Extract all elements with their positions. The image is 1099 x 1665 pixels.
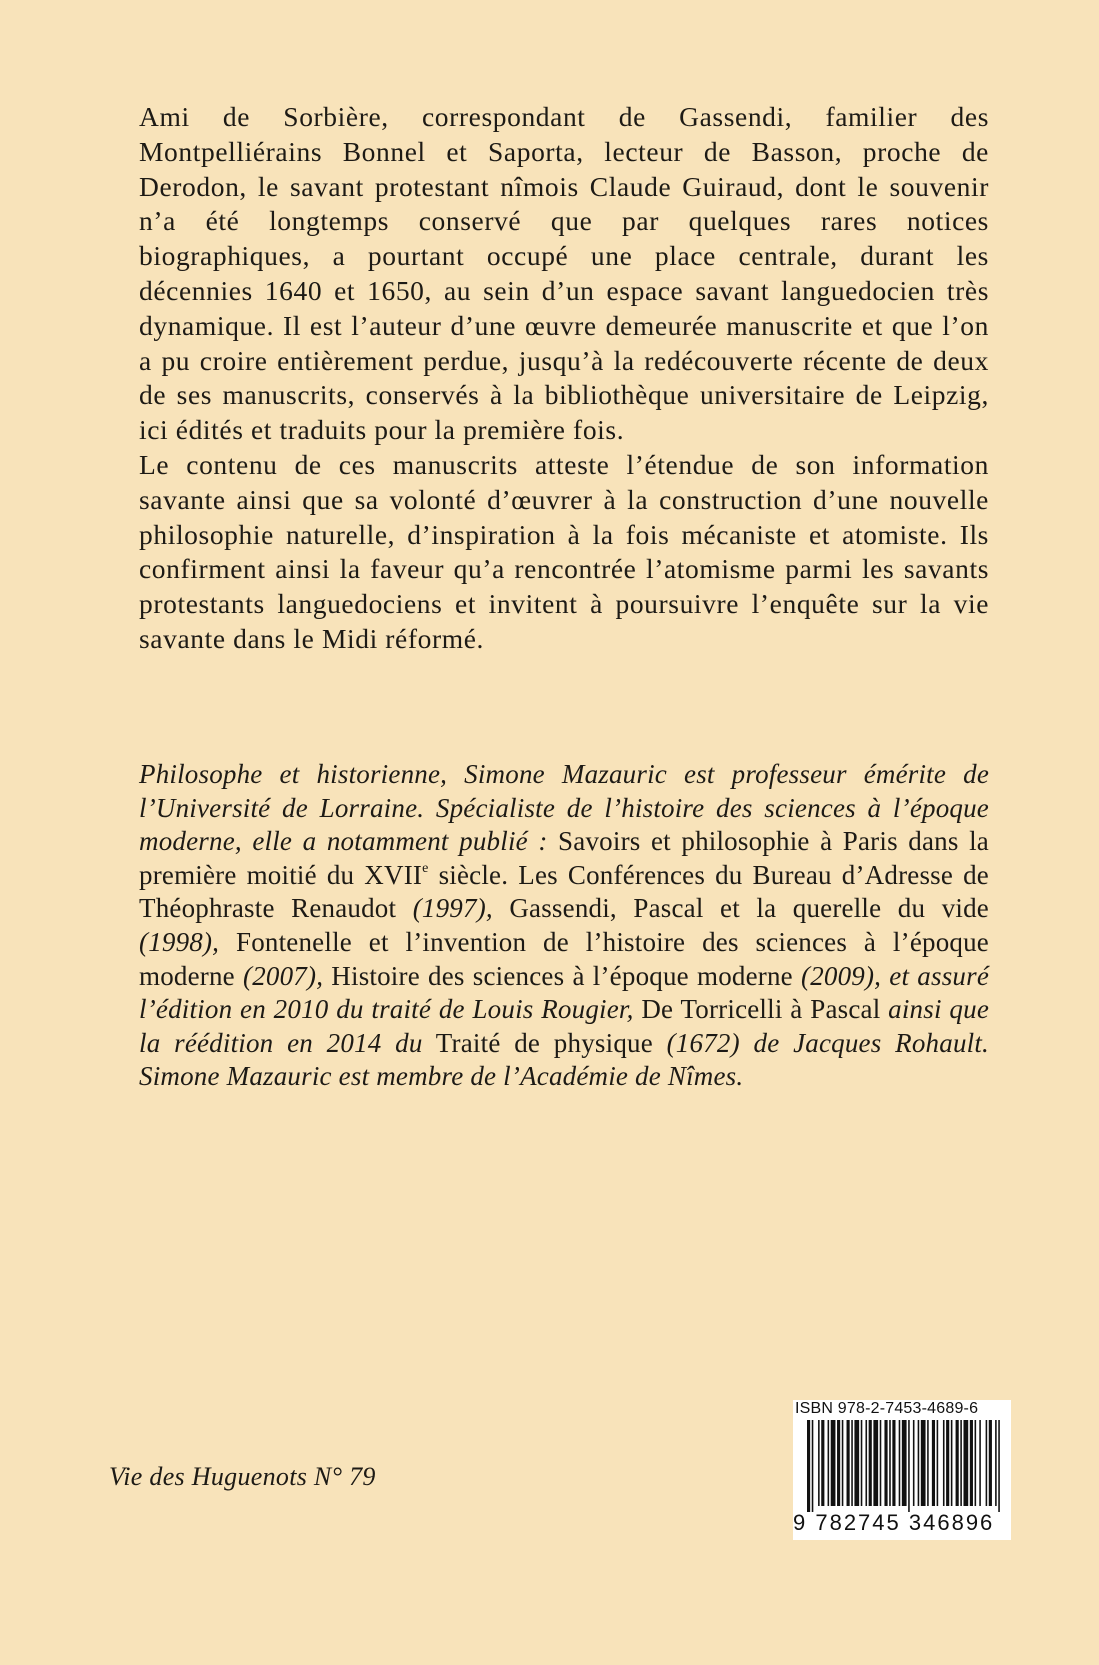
barcode-bar — [951, 1420, 953, 1506]
barcode-bar — [807, 1420, 810, 1512]
barcode-bar — [998, 1420, 1000, 1512]
series-label: Vie des Huguenots N° 79 — [109, 1462, 376, 1491]
bio-closing: (1672) de Jacques Rohault. Simone Mazauric est membre de l’Académie de Nîmes. — [139, 1027, 989, 1092]
bio-title-4: Histoire des sciences à l’époque moderne — [323, 960, 801, 991]
barcode-bar — [869, 1420, 872, 1506]
barcode-bar — [842, 1420, 844, 1506]
barcode-bar — [943, 1420, 945, 1506]
barcode-bar — [889, 1420, 891, 1506]
bio-title-1: Savoirs et philosophie à Paris dans la première moitié du XVII — [139, 826, 989, 890]
barcode-digits: 9 782745 346896 — [793, 1510, 995, 1535]
barcode-bar — [989, 1420, 992, 1506]
barcode-bar — [854, 1420, 859, 1506]
barcode-bar — [956, 1420, 959, 1506]
barcode-graphic — [807, 1420, 1003, 1512]
barcode-bar — [831, 1420, 836, 1506]
bio-title-2: Gassendi, Pascal et la querelle du vide — [492, 893, 989, 924]
barcode-bar — [902, 1420, 907, 1506]
barcode-bar — [963, 1420, 968, 1506]
bio-title-6: Traité de physique — [422, 1027, 667, 1058]
barcode-bar — [970, 1420, 973, 1506]
bio-title-3: Fontenelle et l’invention de l’histoire des sciences à l’époque moderne — [139, 926, 989, 991]
barcode-bar — [927, 1420, 929, 1506]
bio-year-2: (1998), — [139, 926, 220, 957]
barcode-bar — [932, 1420, 935, 1506]
summary-paragraph-1: Ami de Sorbière, correspondant de Gassendi, familier des Montpelliérains Bonnel et Saporta, lecteur de Basson, proche de Derodon, le savant protestant nîmois Claude Guiraud, dont le souvenir n’a été longtemps conservé que par quelques rares notices biographiques, a pourtant occupé une place centrale, durant les décennies 1640 et 1650, au sein d’un espace savant languedocien très dynamique. Il est l’auteur d’une œuvre demeurée manuscrite et que l’on a pu croire entièrement perdue, jusqu’à la redécouverte récente de deux de ses manuscrits, conservés à la bibliothèque universitaire de Leipzig, ici édités et traduits pour la première fois. — [139, 101, 989, 446]
isbn-barcode-block — [793, 1400, 1011, 1540]
barcode-bar — [880, 1420, 882, 1506]
bio-year-1: (1997), — [412, 893, 493, 924]
summary-paragraph-2: Le contenu de ces manuscrits atteste l’étendue de son information savante ainsi que sa volonté d’œuvrer à la construction d’une nouvelle philosophie naturelle, d’inspiration à la fois mécaniste et atomiste. Ils confirment ainsi la faveur qu’a rencontrée l’atomisme parmi les savants protestants languedociens et invitent à poursuivre l’enquête sur la vie savante dans le Midi réformé. — [139, 448, 989, 654]
barcode-bar — [847, 1420, 850, 1506]
barcode-bar — [921, 1420, 926, 1506]
barcode-bar — [975, 1420, 977, 1506]
barcode-bar — [946, 1420, 949, 1506]
barcode-bar — [861, 1420, 863, 1506]
bio-year-3: (2007), — [243, 960, 324, 991]
barcode-bar — [979, 1420, 981, 1506]
barcode-bar — [818, 1420, 820, 1506]
barcode-bar — [865, 1420, 867, 1506]
author-bio — [139, 758, 989, 1094]
bio-title-1-cont: siècle. Les Conférences du Bureau d’Adresse de Théophraste Renaudot — [139, 859, 989, 924]
barcode-bar — [899, 1420, 901, 1506]
barcode-bar — [908, 1420, 910, 1512]
barcode-bar — [892, 1420, 895, 1506]
bio-intro: Philosophe et historienne, Simone Mazauric est professeur émérite de l’Université de Lorraine. Spécialiste de l’histoire des sciences à l’époque moderne, elle a notamment publié : — [139, 759, 989, 857]
barcode-bar — [821, 1420, 824, 1506]
barcode-bar — [884, 1420, 887, 1506]
barcode-bar — [873, 1420, 878, 1506]
barcode-bar — [918, 1420, 920, 1506]
book-summary — [139, 100, 989, 657]
barcode-bar — [995, 1420, 997, 1506]
isbn-label: ISBN 978-2-7453-4689-6 — [795, 1400, 979, 1417]
bio-title-5: De Torricelli à Pascal — [633, 994, 889, 1025]
barcode-bar — [828, 1420, 830, 1506]
barcode-bar — [986, 1420, 988, 1506]
barcode-bar — [837, 1420, 840, 1506]
bio-year-4: (2009), et assuré l’édition en 2010 du traité de Louis Rougier, — [139, 960, 990, 1025]
bio-century-sup: e — [422, 860, 429, 876]
bio-connector-5: ainsi que la réédition en 2014 du — [139, 994, 990, 1058]
barcode-bar — [851, 1420, 853, 1506]
barcode-bar — [937, 1420, 939, 1506]
barcode-bar — [960, 1420, 962, 1506]
barcode-bar — [913, 1420, 915, 1506]
barcode-bar — [812, 1420, 814, 1512]
